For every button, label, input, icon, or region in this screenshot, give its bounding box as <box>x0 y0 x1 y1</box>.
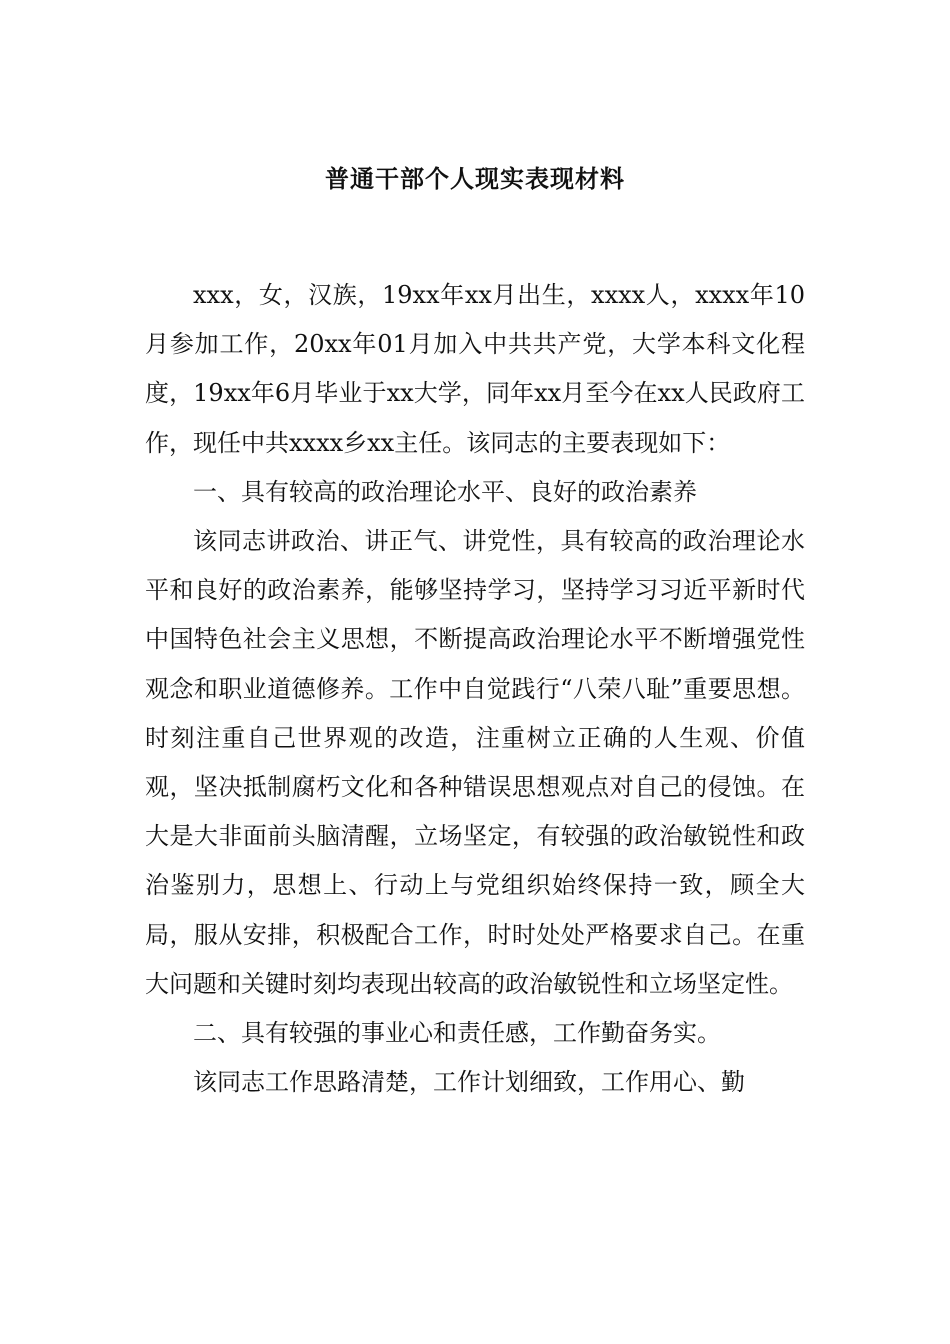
section-2-paragraph: 该同志工作思路清楚，工作计划细致，工作用心、勤 <box>193 1068 745 1097</box>
section-1-paragraph: 该同志讲政治、讲正气、讲党性，具有较高的政治理论水平和良好的政治素养，能够坚持学习，坚持学习习近平新时代中国特色社会主义思想，不断提高政治理论水平不断增强党性观念和职业道德修养。工作中自觉践行“八荣八耻”重要思想。时刻注重自己世界观的改造，注重树立正确的人生观、价值观，坚决抵制腐朽文化和各种错误思想观点对自己的侵蚀。在大是大非面前头脑清醒，立场坚定，有较强的政治敏锐性和政治鉴别力，思想上、行动上与党组织始终保持一致，顾全大局，服从安排，积极配合工作，时时处处严格要求自己。在重大问题和关键时刻均表现出较高的政治敏锐性和立场坚定性。 <box>145 527 805 998</box>
section-heading-2: 二、具有较强的事业心和责任感，工作勤奋务实。 <box>193 1019 721 1048</box>
document-body <box>145 271 805 1107</box>
section-heading-1: 一、具有较高的政治理论水平、良好的政治素养 <box>193 477 697 506</box>
intro-paragraph: xxx，女，汉族，19xx年xx月出生，xxxx人，xxxx年10月参加工作，20xx年01月加入中共共产党，大学本科文化程度，19xx年6月毕业于xx大学，同年xx月至今在xx人民政府工作，现任中共xxxx乡xx主任。该同志的主要表现如下： <box>145 281 805 457</box>
document-title: 普通干部个人现实表现材料 <box>325 164 625 193</box>
